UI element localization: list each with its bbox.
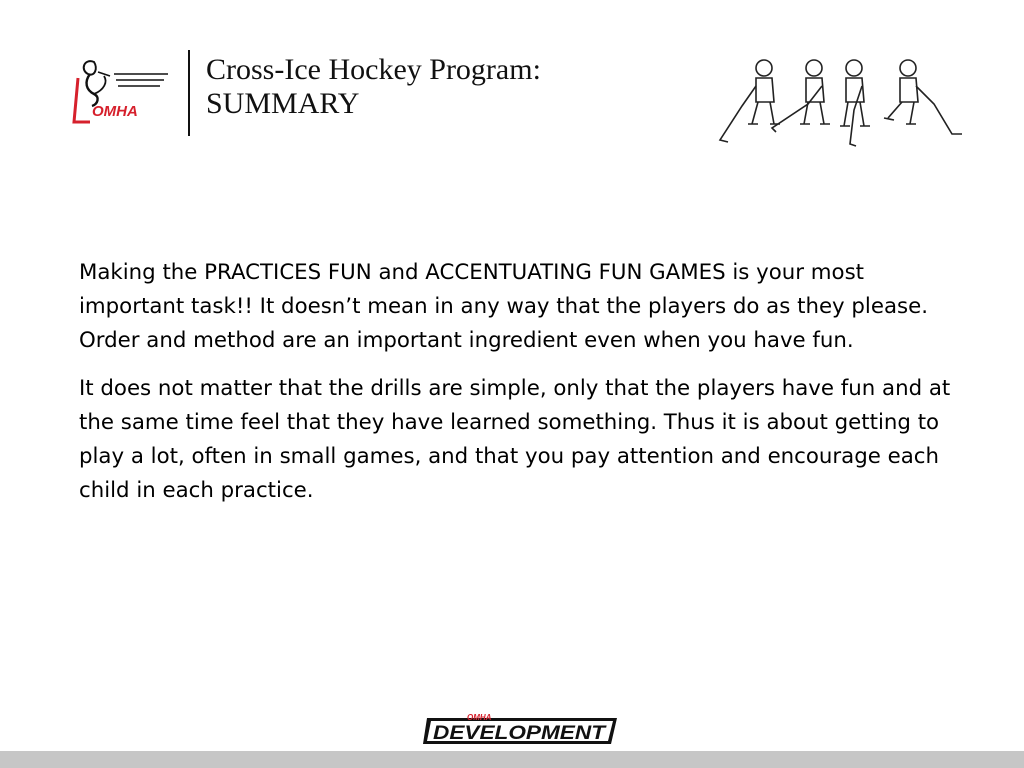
omha-logo-icon [64,52,168,132]
paragraph-1: Making the PRACTICES FUN and ACCENTUATING FUN GAMES is your most important task!! It doesn’t mean in any way that the players do as they please. Order and method are an important ingredient even when you have fun. [79,260,928,353]
footer-bar [0,751,1024,768]
player-figure-2 [772,60,830,132]
footer-logo-top-text: OMHA [467,713,492,722]
player-figure-3 [840,60,870,146]
player-figure-4 [884,60,962,134]
title-line-2: SUMMARY [206,87,360,120]
title-divider [188,50,190,136]
slide-title [206,53,676,121]
omha-logo-text: OMHA [92,103,138,120]
title-line-1: Cross-Ice Hockey Program: [206,53,541,86]
player-figure-1 [720,60,780,142]
hockey-players-icon [712,54,968,150]
body-text [79,256,959,522]
footer-logo-main-text: DEVELOPMENT [433,723,607,744]
paragraph-2: It does not matter that the drills are simple, only that the players have fun and at the same time feel that they have learned something. Thus it is about getting to play a lot, often in small games, and that you pay attention and encourage each child in each practice. [79,376,951,503]
omha-development-logo-icon [421,710,621,748]
